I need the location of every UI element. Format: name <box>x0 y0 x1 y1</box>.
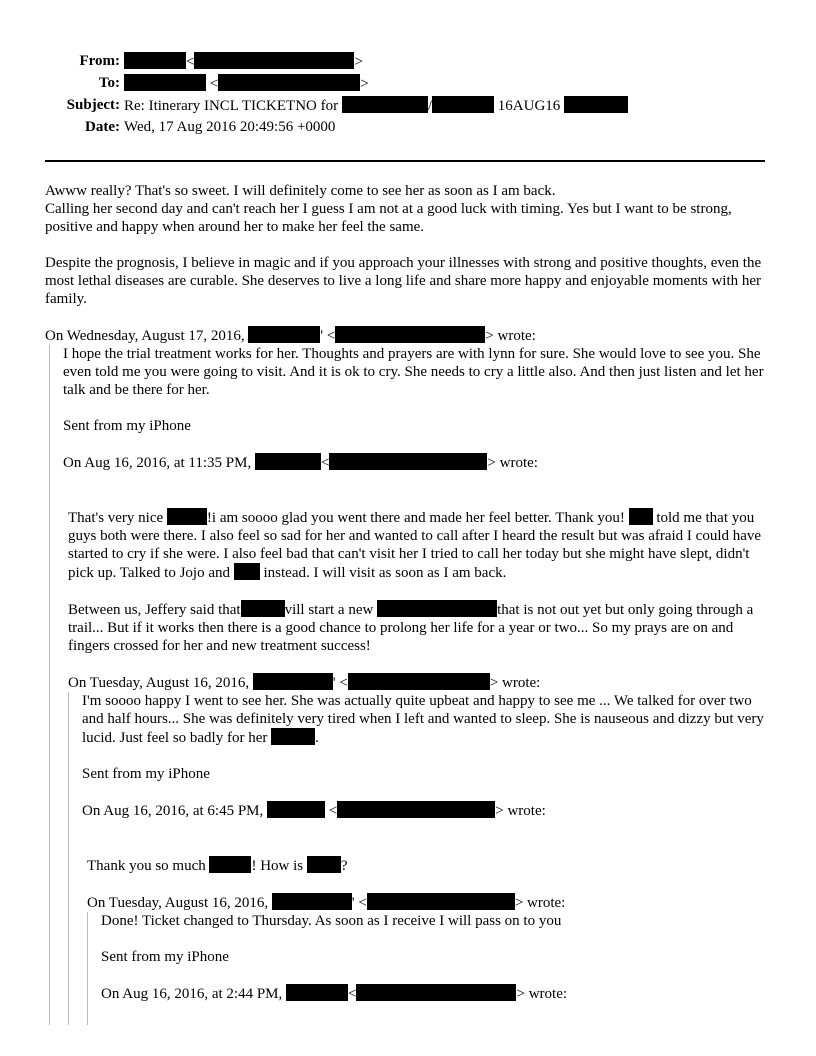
redaction-block <box>124 52 186 69</box>
redaction-block <box>342 96 428 113</box>
quote-attribution: On Aug 16, 2016, at 11:35 PM, < > wrote: <box>63 455 538 471</box>
redaction-block <box>167 508 207 525</box>
redaction-block <box>248 326 320 343</box>
date-value: Wed, 17 Aug 2016 20:49:56 +0000 <box>124 119 336 135</box>
redaction-block <box>377 600 497 617</box>
paragraph: Awww really? That's so sweet. I will definitely come to see her as soon as I am back. Calling her second day and can't reach her I guess I am not at a good luck with timing. Yes but I want to be strong, positive and happy when around her to make her feel the same. <box>45 183 732 235</box>
to-label: To: <box>98 75 120 91</box>
from-row: From: < > <box>79 53 363 70</box>
quote-attribution: On Tuesday, August 16, 2016, ' < > wrote: <box>68 675 541 691</box>
header-divider <box>45 160 765 162</box>
redaction-block <box>194 52 354 69</box>
paragraph: Despite the prognosis, I believe in magic and if you approach your illnesses with strong and positive thoughts, even the most lethal diseases are curable. She deserves to live a long life and share more happy and enjoyable moments with her family. <box>45 255 762 307</box>
paragraph: Done! Ticket changed to Thursday. As soon as I receive I will pass on to you <box>101 913 562 929</box>
email-header <box>0 52 816 140</box>
redaction-block <box>272 893 352 910</box>
quoted-message <box>87 912 765 1025</box>
subject-label: Subject: <box>66 97 120 113</box>
quote-attribution: On Aug 16, 2016, at 2:44 PM, < > wrote: <box>101 986 568 1002</box>
quote-attribution: On Aug 16, 2016, at 6:45 PM, < > wrote: <box>82 803 546 819</box>
email-body <box>45 182 765 1025</box>
quote-attribution: On Wednesday, August 17, 2016, ' < > wrote: <box>45 328 536 344</box>
paragraph: Sent from my iPhone <box>63 418 191 434</box>
redaction-block <box>367 893 515 910</box>
redaction-block <box>234 563 260 580</box>
redaction-block <box>329 453 487 470</box>
redaction-block <box>307 856 341 873</box>
paragraph: Thank you so much ! How is ? <box>87 858 348 874</box>
redaction-block <box>629 508 653 525</box>
date-label: Date: <box>85 119 120 135</box>
paragraph: I'm soooo happy I went to see her. She was actually quite upbeat and happy to see me ... We talked for over two and half hours... She was definitely very tired when I left and wanted to sleep. She is nauseous and dizzy but very lucid. Just feel so badly for her . <box>82 693 764 746</box>
paragraph: Sent from my iPhone <box>101 949 229 965</box>
redaction-block <box>241 600 285 617</box>
to-row: To: < > <box>98 75 369 92</box>
redaction-block <box>218 74 360 91</box>
redaction-block <box>271 728 315 745</box>
quoted-message <box>49 345 765 1025</box>
redaction-block <box>432 96 494 113</box>
paragraph: That's very nice !i am soooo glad you went there and made her feel better. Thank you! told me that you guys both were there. I also feel so sad for her and wanted to call after I heard the result but was afraid I could have started to cry if she were. I also feel bad that can't visit her I tried to call her today but she might have slept, didn't pick up. Talked to Jojo and instead. I will visit as soon as I am back. <box>68 510 762 581</box>
paragraph: Sent from my iPhone <box>82 766 210 782</box>
subject-text: Re: Itinerary INCL TICKETNO for <box>124 98 339 114</box>
paragraph: Between us, Jeffery said that vill start a new that is not out yet but only going through a trail... But if it works then there is a good chance to prolong her life for a year or two... So my prays are on and fingers crossed for her and new treatment success! <box>68 602 754 654</box>
paragraph: I hope the trial treatment works for her. Thoughts and prayers are with lynn for sure. She would love to see you. She even told me you were going to visit. And it is ok to cry. She needs to cry a little also. And then just listen and let her talk and be there for her. <box>63 346 764 398</box>
redaction-block <box>253 673 333 690</box>
redaction-block <box>124 74 206 91</box>
redaction-block <box>337 801 495 818</box>
redaction-block <box>356 984 516 1001</box>
date-row <box>0 118 816 140</box>
redaction-block <box>335 326 485 343</box>
redaction-block <box>564 96 628 113</box>
redaction-block <box>255 453 321 470</box>
from-label: From: <box>79 53 120 69</box>
redaction-block <box>209 856 251 873</box>
redaction-block <box>267 801 325 818</box>
subject-row: Subject: Re: Itinerary INCL TICKETNO for / 16AUG16 <box>0 96 816 118</box>
quoted-message <box>68 692 765 1025</box>
redaction-block <box>286 984 348 1001</box>
redaction-block <box>348 673 490 690</box>
quote-attribution: On Tuesday, August 16, 2016, ' < > wrote: <box>87 895 566 911</box>
